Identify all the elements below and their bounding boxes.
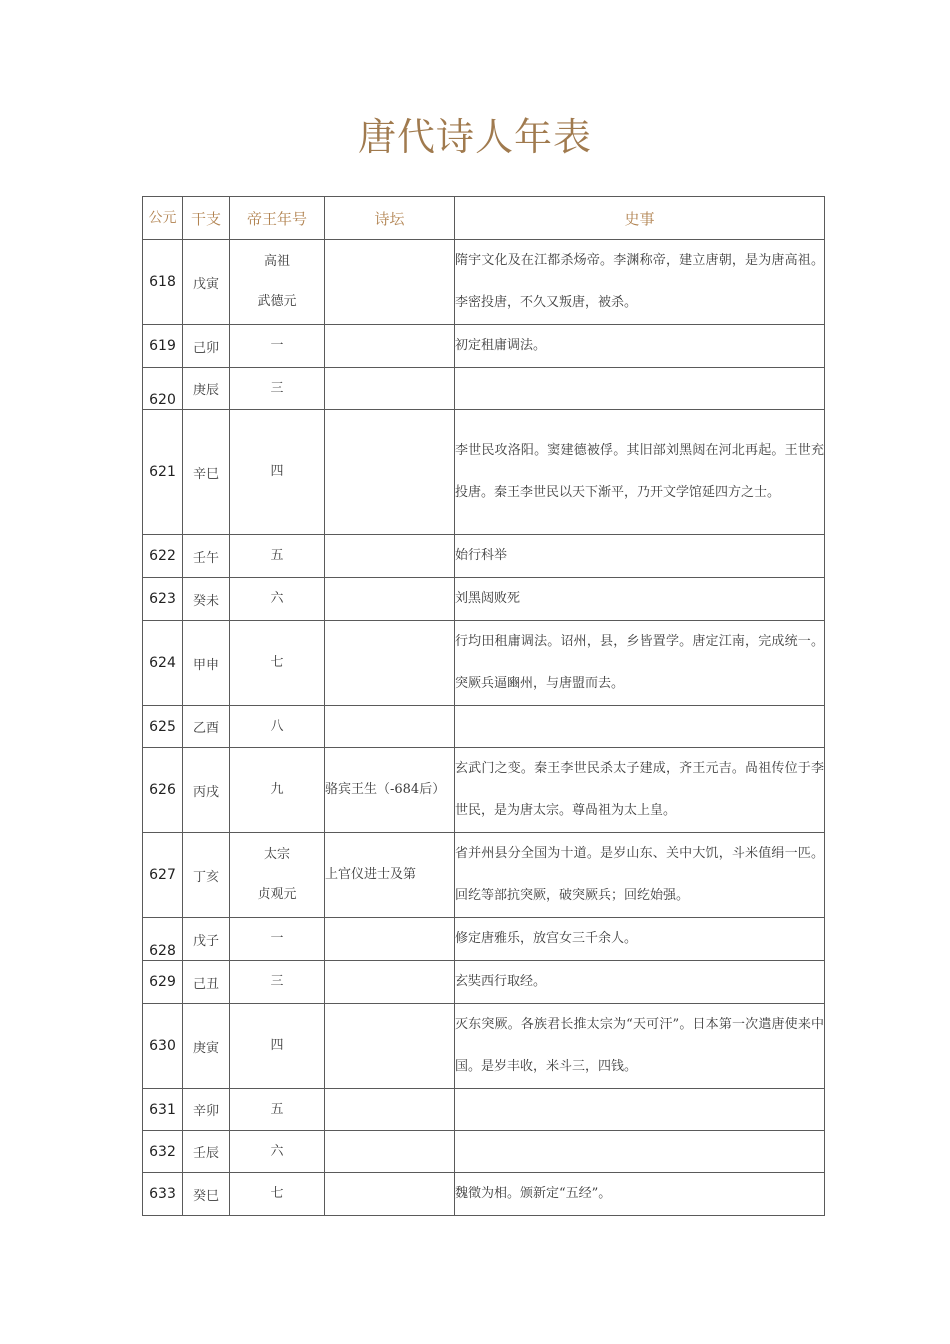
year-cell: 633 <box>143 1173 183 1216</box>
era-line: 武德元 <box>257 294 297 309</box>
table-row <box>143 1004 825 1089</box>
year-cell: 627 <box>143 833 183 918</box>
table-row <box>143 368 825 410</box>
history-cell <box>455 368 825 410</box>
era-cell: 六 <box>230 578 325 621</box>
year-cell: 631 <box>143 1089 183 1131</box>
era-cell: 一 <box>230 918 325 961</box>
history-cell: 玄武门之变。秦王李世民杀太子建成，齐王元吉。咼祖传位于李世民，是为唐太宗。尊咼祖为太上皇。 <box>455 748 825 833</box>
era-cell: 五 <box>230 535 325 578</box>
poetry-cell <box>325 1004 455 1089</box>
history-cell: 始行科举 <box>455 535 825 578</box>
era-cell: 一 <box>230 325 325 368</box>
ganzhi-cell: 甲申 <box>183 621 230 706</box>
history-cell: 灭东突厥。各族君长推太宗为“天可汗”。日本第一次遣唐使来中国。是岁丰收，米斗三，四钱。 <box>455 1004 825 1089</box>
ganzhi-cell: 癸未 <box>183 578 230 621</box>
poetry-cell: 上官仪进士及第 <box>325 833 455 918</box>
era-line: 太宗 <box>263 847 290 862</box>
ganzhi-cell: 己丑 <box>183 961 230 1004</box>
year-cell: 624 <box>143 621 183 706</box>
table-row <box>143 748 825 833</box>
era-line: 高祖 <box>263 254 290 269</box>
header-ganzhi: 干支 <box>183 197 230 240</box>
table-header-row <box>143 197 825 240</box>
history-cell <box>455 1131 825 1173</box>
history-cell: 魏徵为相。颁新定“五经”。 <box>455 1173 825 1216</box>
header-era: 帝王年号 <box>230 197 325 240</box>
poetry-cell <box>325 325 455 368</box>
era-line: 贞观元 <box>257 887 297 902</box>
table-row <box>143 1131 825 1173</box>
poetry-cell <box>325 1131 455 1173</box>
history-cell: 玄奘西行取经。 <box>455 961 825 1004</box>
table-row <box>143 240 825 325</box>
table-row <box>143 961 825 1004</box>
era-cell: 三 <box>230 368 325 410</box>
era-cell: 六 <box>230 1131 325 1173</box>
history-cell: 修定唐雅乐，放宫女三千余人。 <box>455 918 825 961</box>
ganzhi-cell: 乙酉 <box>183 706 230 748</box>
history-cell: 刘黑闼败死 <box>455 578 825 621</box>
ganzhi-cell: 丁亥 <box>183 833 230 918</box>
year-cell: 623 <box>143 578 183 621</box>
table-row <box>143 535 825 578</box>
table-row <box>143 706 825 748</box>
ganzhi-cell: 戊寅 <box>183 240 230 325</box>
ganzhi-cell: 辛巳 <box>183 410 230 535</box>
table-row <box>143 833 825 918</box>
table-row <box>143 1173 825 1216</box>
poetry-cell <box>325 918 455 961</box>
year-cell: 625 <box>143 706 183 748</box>
poetry-cell <box>325 621 455 706</box>
year-cell: 626 <box>143 748 183 833</box>
history-cell: 行均田租庸调法。诏州，县，乡皆置学。唐定江南，完成统一。突厥兵逼豳州，与唐盟而去。 <box>455 621 825 706</box>
table-row <box>143 918 825 961</box>
poetry-cell: 骆宾王生（-684后） <box>325 748 455 833</box>
poetry-cell <box>325 706 455 748</box>
poetry-cell <box>325 535 455 578</box>
table-row <box>143 621 825 706</box>
era-cell: 九 <box>230 748 325 833</box>
era-cell: 五 <box>230 1089 325 1131</box>
ganzhi-cell: 壬午 <box>183 535 230 578</box>
year-cell: 628 <box>143 918 183 961</box>
era-cell: 三 <box>230 961 325 1004</box>
year-cell: 621 <box>143 410 183 535</box>
table-row <box>143 410 825 535</box>
history-cell: 隋宇文化及在江都杀炀帝。李渊称帝，建立唐朝，是为唐高祖。李密投唐，不久又叛唐，被杀。 <box>455 240 825 325</box>
header-poetry: 诗坛 <box>325 197 455 240</box>
year-cell: 619 <box>143 325 183 368</box>
year-cell: 620 <box>143 368 183 410</box>
ganzhi-cell: 癸巳 <box>183 1173 230 1216</box>
poetry-cell <box>325 240 455 325</box>
year-cell: 618 <box>143 240 183 325</box>
poetry-cell <box>325 961 455 1004</box>
ganzhi-cell: 戊子 <box>183 918 230 961</box>
poetry-cell <box>325 1173 455 1216</box>
ganzhi-cell: 辛卯 <box>183 1089 230 1131</box>
header-history: 史事 <box>455 197 825 240</box>
history-cell: 李世民攻洛阳。窦建德被俘。其旧部刘黑闼在河北再起。王世充投唐。秦王李世民以天下渐平，乃开文学馆延四方之士。 <box>455 410 825 535</box>
year-cell: 622 <box>143 535 183 578</box>
poetry-cell <box>325 410 455 535</box>
table-row <box>143 1089 825 1131</box>
table-row <box>143 325 825 368</box>
ganzhi-cell: 丙戌 <box>183 748 230 833</box>
era-cell <box>230 833 325 918</box>
header-year: 公元 <box>143 197 183 240</box>
era-cell: 七 <box>230 621 325 706</box>
ganzhi-cell: 己卯 <box>183 325 230 368</box>
history-cell <box>455 706 825 748</box>
page-title: 唐代诗人年表 <box>357 115 592 159</box>
chronology-table <box>142 196 825 1216</box>
history-cell: 省并州县分全国为十道。是岁山东、关中大饥，斗米值绢一匹。回纥等部抗突厥，破突厥兵；回纥始强。 <box>455 833 825 918</box>
ganzhi-cell: 庚寅 <box>183 1004 230 1089</box>
history-cell: 初定租庸调法。 <box>455 325 825 368</box>
year-cell: 629 <box>143 961 183 1004</box>
table-row <box>143 578 825 621</box>
year-cell: 632 <box>143 1131 183 1173</box>
poetry-cell <box>325 578 455 621</box>
year-cell: 630 <box>143 1004 183 1089</box>
poetry-cell <box>325 1089 455 1131</box>
era-cell: 四 <box>230 410 325 535</box>
era-cell: 四 <box>230 1004 325 1089</box>
era-cell <box>230 240 325 325</box>
ganzhi-cell: 壬辰 <box>183 1131 230 1173</box>
era-cell: 七 <box>230 1173 325 1216</box>
history-cell <box>455 1089 825 1131</box>
era-cell: 八 <box>230 706 325 748</box>
ganzhi-cell: 庚辰 <box>183 368 230 410</box>
poetry-cell <box>325 368 455 410</box>
